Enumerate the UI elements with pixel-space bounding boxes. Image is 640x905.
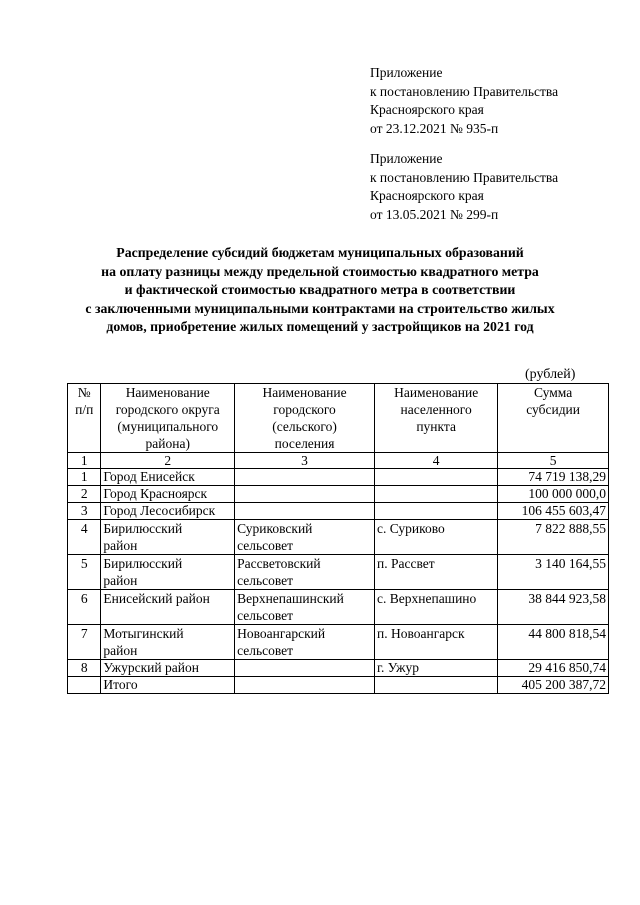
cell-line: Город Лесосибирск bbox=[103, 503, 216, 518]
appendix-header-original bbox=[370, 150, 558, 224]
cell-line: сельсовет bbox=[237, 608, 294, 623]
settlement-cell bbox=[235, 590, 375, 625]
cell-line: Мотыгинский bbox=[103, 626, 184, 641]
title-line: и фактической стоимостью квадратного метра в соответствии bbox=[124, 282, 516, 298]
total-row bbox=[68, 677, 609, 694]
cell-line: район bbox=[103, 538, 138, 553]
locality-cell bbox=[375, 503, 498, 520]
cell-line: Рассветовский bbox=[237, 556, 321, 571]
cell-line: поселения bbox=[274, 436, 335, 451]
row-number: 5 bbox=[68, 555, 101, 590]
cell-line: Верхнепашинский bbox=[237, 591, 344, 606]
settlement-cell bbox=[235, 555, 375, 590]
row-number: 1 bbox=[68, 469, 101, 486]
column-number: 3 bbox=[235, 453, 375, 469]
settlement-cell bbox=[235, 660, 375, 677]
cell-line: Наименование bbox=[262, 385, 347, 400]
district-cell bbox=[101, 520, 235, 555]
cell-line: район bbox=[103, 643, 138, 658]
cell-line: п/п bbox=[75, 402, 94, 417]
cell-line: Бирилюсский bbox=[103, 556, 183, 571]
locality-cell: г. Ужур bbox=[375, 660, 498, 677]
appendix-label: Приложение bbox=[370, 151, 443, 166]
cell-line: Город Енисейск bbox=[103, 469, 195, 484]
cell-line: (муниципального bbox=[117, 419, 219, 434]
appendix-date-line: от 13.05.2021 № 299-п bbox=[370, 206, 499, 222]
header-row bbox=[68, 384, 609, 453]
total-empty-cell bbox=[68, 677, 101, 694]
cell-line: район bbox=[103, 573, 138, 588]
appendix-label: Приложение bbox=[370, 65, 443, 80]
row-number: 4 bbox=[68, 520, 101, 555]
sum-cell: 100 000 000,0 bbox=[498, 486, 609, 503]
sum-cell: 44 800 818,54 bbox=[498, 625, 609, 660]
settlement-cell bbox=[235, 520, 375, 555]
row-number: 8 bbox=[68, 660, 101, 677]
sum-cell: 29 416 850,74 bbox=[498, 660, 609, 677]
district-cell bbox=[101, 660, 235, 677]
column-number: 5 bbox=[498, 453, 609, 469]
table-row bbox=[68, 486, 609, 503]
header-locality bbox=[375, 384, 498, 453]
row-number: 3 bbox=[68, 503, 101, 520]
row-number: 7 bbox=[68, 625, 101, 660]
subsidy-table bbox=[67, 383, 609, 694]
cell-line: сельсовет bbox=[237, 573, 294, 588]
header-district bbox=[101, 384, 235, 453]
appendix-decree-line: к постановлению Правительства bbox=[370, 169, 559, 185]
district-cell bbox=[101, 590, 235, 625]
cell-line: района) bbox=[145, 436, 190, 451]
table-header bbox=[68, 384, 609, 453]
appendix-date-line: от 23.12.2021 № 935-п bbox=[370, 120, 499, 136]
header-settlement bbox=[235, 384, 375, 453]
total-sum: 405 200 387,72 bbox=[498, 677, 609, 694]
locality-cell: п. Новоангарск bbox=[375, 625, 498, 660]
sum-cell: 74 719 138,29 bbox=[498, 469, 609, 486]
cell-line: сельсовет bbox=[237, 643, 294, 658]
locality-cell bbox=[375, 469, 498, 486]
total-label: Итого bbox=[101, 677, 235, 694]
sum-cell: 38 844 923,58 bbox=[498, 590, 609, 625]
cell-line: Сумма bbox=[534, 385, 573, 400]
appendix-decree-line: к постановлению Правительства bbox=[370, 83, 559, 99]
cell-line: Енисейский район bbox=[103, 591, 210, 606]
table-row bbox=[68, 520, 609, 555]
cell-line: субсидии bbox=[526, 402, 581, 417]
cell-line: Новоангарский bbox=[237, 626, 326, 641]
cell-line: Бирилюсский bbox=[103, 521, 183, 536]
district-cell bbox=[101, 469, 235, 486]
cell-line: городского округа bbox=[115, 402, 220, 417]
column-number: 1 bbox=[68, 453, 101, 469]
title-line: на оплату разницы между предельной стоимостью квадратного метра bbox=[101, 263, 539, 279]
title-line: Распределение субсидий бюджетам муниципальных образований bbox=[116, 245, 524, 260]
settlement-cell bbox=[235, 469, 375, 486]
sum-cell: 106 455 603,47 bbox=[498, 503, 609, 520]
column-number: 4 bbox=[375, 453, 498, 469]
table-row bbox=[68, 625, 609, 660]
locality-cell: с. Суриково bbox=[375, 520, 498, 555]
table-row bbox=[68, 555, 609, 590]
district-cell bbox=[101, 486, 235, 503]
row-number: 2 bbox=[68, 486, 101, 503]
document-title bbox=[40, 244, 600, 337]
header-sum bbox=[498, 384, 609, 453]
locality-cell: с. Верхнепашино bbox=[375, 590, 498, 625]
total-empty-cell bbox=[375, 677, 498, 694]
units-label: (рублей) bbox=[525, 367, 576, 382]
cell-line: Город Красноярск bbox=[103, 486, 208, 501]
cell-line: № bbox=[77, 385, 91, 400]
cell-line: сельсовет bbox=[237, 538, 294, 553]
cell-line: Наименование bbox=[394, 385, 479, 400]
appendix-header-current bbox=[370, 64, 558, 138]
district-cell bbox=[101, 503, 235, 520]
sum-cell: 7 822 888,55 bbox=[498, 520, 609, 555]
header-number bbox=[68, 384, 101, 453]
cell-line: Суриковский bbox=[237, 521, 313, 536]
cell-line: Ужурский район bbox=[103, 660, 199, 675]
cell-line: Наименование bbox=[125, 385, 210, 400]
table-row bbox=[68, 590, 609, 625]
table-row bbox=[68, 503, 609, 520]
settlement-cell bbox=[235, 503, 375, 520]
cell-line: городского bbox=[273, 402, 336, 417]
column-number: 2 bbox=[101, 453, 235, 469]
district-cell bbox=[101, 555, 235, 590]
cell-line: населенного bbox=[400, 402, 472, 417]
sum-cell: 3 140 164,55 bbox=[498, 555, 609, 590]
appendix-region-line: Красноярского края bbox=[370, 102, 484, 117]
table-row bbox=[68, 469, 609, 486]
settlement-cell bbox=[235, 486, 375, 503]
cell-line: пункта bbox=[416, 419, 456, 434]
cell-line: (сельского) bbox=[272, 419, 337, 434]
settlement-cell bbox=[235, 625, 375, 660]
row-number: 6 bbox=[68, 590, 101, 625]
locality-cell: п. Рассвет bbox=[375, 555, 498, 590]
title-line: домов, приобретение жилых помещений у застройщиков на 2021 год bbox=[106, 319, 534, 335]
appendix-region-line: Красноярского края bbox=[370, 188, 484, 203]
title-line: с заключенными муниципальными контрактами на строительство жилых bbox=[85, 300, 555, 316]
locality-cell bbox=[375, 486, 498, 503]
column-number-row bbox=[68, 453, 609, 469]
district-cell bbox=[101, 625, 235, 660]
table-row bbox=[68, 660, 609, 677]
table-body bbox=[68, 453, 609, 694]
total-empty-cell bbox=[235, 677, 375, 694]
